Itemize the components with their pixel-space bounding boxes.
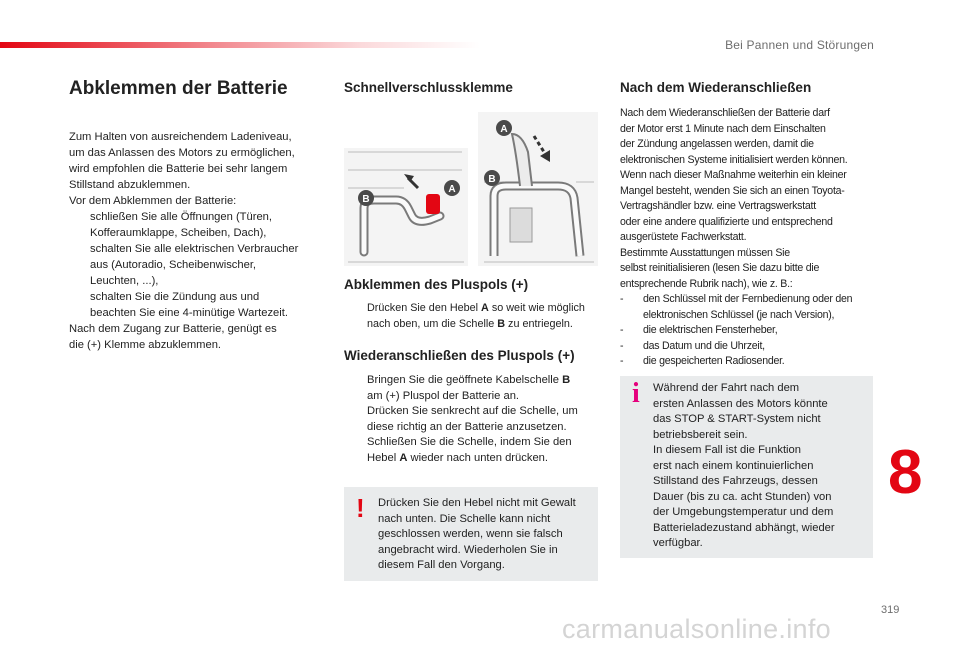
dash-marker: -: [620, 293, 624, 305]
intro-line: Zum Halten von ausreichendem Ladeniveau,: [69, 131, 292, 143]
info-line: Stillstand des Fahrzeugs, dessen: [653, 475, 818, 487]
warning-line: diesem Fall den Vorgang.: [378, 559, 505, 571]
info-text: [653, 381, 871, 552]
intro-line: Stillstand abzuklemmen.: [69, 179, 191, 191]
info-line: Während der Fahrt nach dem: [653, 382, 800, 394]
dash-marker: -: [620, 339, 624, 352]
after-reconnect-title: Nach dem Wiederanschließen: [620, 80, 812, 95]
section-title: Bei Pannen und Störungen: [725, 38, 874, 52]
info-icon: i: [632, 378, 640, 409]
reconnect-title: Wiederanschließen des Pluspols (+): [344, 348, 575, 363]
label-a: A: [448, 184, 456, 195]
body-line: ausgerüstete Fachwerkstatt.: [620, 231, 747, 243]
after-reconnect-text: [620, 106, 882, 370]
info-line: erst nach einem kontinuierlichen: [653, 459, 814, 472]
list-item: [620, 354, 882, 370]
list-item-line: [367, 301, 600, 317]
dash-marker: -: [620, 324, 624, 336]
info-line: Batterieladezustand abhängt, wieder: [653, 521, 835, 534]
info-note: [620, 376, 873, 558]
info-line: ersten Anlassen des Motors könnte: [653, 397, 828, 410]
list-item-line: elektronischen Schlüssel (je nach Version),: [643, 308, 835, 321]
intro-text: [69, 129, 325, 353]
reconnect-list: [344, 373, 600, 467]
battery-clamp-illustration: [344, 112, 598, 270]
info-line: der Umgebungstemperatur und dem: [653, 506, 834, 518]
body-line: Wenn nach dieser Maßnahme weiterhin ein kleiner: [620, 169, 847, 181]
list-item: [620, 339, 882, 355]
list-item-line: schließen Sie alle Öffnungen (Türen,: [90, 211, 273, 223]
list-item-line: Drücken Sie senkrecht auf die Schelle, um: [367, 405, 578, 418]
chapter-number: 8: [888, 438, 923, 507]
list-item-line: Schließen Sie die Schelle, indem Sie den: [367, 436, 572, 449]
watermark: carmanualsonline.info: [562, 614, 831, 644]
intro-line: Vor dem Abklemmen der Batterie:: [69, 195, 237, 207]
disconnect-title: Abklemmen des Pluspols (+): [344, 277, 529, 292]
list-item-line: Kofferaumklappe, Scheiben, Dach),: [90, 227, 267, 239]
text-run-bold: A: [399, 451, 408, 464]
text-run: wieder nach unten drücken.: [407, 451, 548, 464]
list-item: [620, 323, 882, 339]
label-b: B: [488, 174, 496, 185]
info-line: verfügbar.: [653, 537, 703, 549]
clamp-title: Schnellverschlussklemme: [344, 80, 513, 95]
text-run: nach oben, um die Schelle: [367, 317, 498, 330]
list-item-line: diese richtig an der Batterie anzusetzen.: [367, 420, 567, 433]
list-item-line: das Datum und die Uhrzeit,: [643, 339, 765, 352]
list-item-line: die elektrischen Fensterheber,: [643, 324, 778, 336]
list-item-line: beachten Sie eine 4-minütige Wartezeit.: [90, 307, 288, 319]
list-item-line: am (+) Pluspol der Batterie an.: [367, 389, 520, 402]
body-line: Mangel besteht, wenden Sie sich an einen Toyota-: [620, 184, 845, 197]
info-line: Dauer (bis zu ca. acht Stunden) von: [653, 490, 832, 503]
list-item: [344, 435, 600, 466]
header-accent-bar: [0, 42, 480, 48]
list-item-line: [367, 373, 600, 389]
list-item-line: den Schlüssel mit der Fernbedienung oder den: [643, 293, 853, 305]
info-line: betriebsbereit sein.: [653, 428, 748, 441]
clamp-closed-panel: [478, 112, 598, 266]
info-line: das STOP & START-System nicht: [653, 413, 821, 425]
outro-line: die (+) Klemme abzuklemmen.: [69, 339, 222, 351]
text-run: so weit wie möglich: [488, 302, 585, 314]
list-item: [344, 404, 600, 435]
warning-note: [344, 487, 598, 581]
body-line: Nach dem Wiederanschließen der Batterie darf: [620, 107, 830, 119]
page-number: 319: [881, 604, 900, 616]
list-item-line: [367, 317, 600, 333]
warning-line: angebracht wird. Wiederholen Sie in: [378, 543, 558, 556]
text-run: Bringen Sie die geöffnete Kabelschelle: [367, 374, 563, 386]
list-item: [69, 289, 325, 321]
text-run-bold: A: [481, 302, 489, 314]
list-item: [69, 241, 325, 289]
intro-line: um das Anlassen des Motors zu ermöglichen,: [69, 147, 295, 159]
warning-text: [378, 496, 596, 574]
text-run: Hebel: [367, 451, 400, 464]
label-b: B: [362, 194, 370, 205]
page-title: Abklemmen der Batterie: [69, 78, 288, 99]
list-item: [620, 292, 882, 323]
warning-line: Drücken Sie den Hebel nicht mit Gewalt: [378, 497, 576, 509]
list-item-line: Leuchten, ...),: [90, 275, 159, 287]
list-item-line: schalten Sie die Zündung aus und: [90, 291, 260, 303]
text-run-bold: B: [497, 317, 506, 330]
disconnect-list: [344, 301, 600, 332]
body-line: Bestimmte Ausstattungen müssen Sie: [620, 246, 790, 259]
text-run-bold: B: [562, 374, 571, 386]
warning-icon: !: [356, 493, 365, 523]
text-run: Drücken Sie den Hebel: [367, 302, 482, 314]
body-line: der Motor erst 1 Minute nach dem Einschalten: [620, 122, 826, 135]
clamp-open-panel: [344, 148, 468, 266]
info-line: In diesem Fall ist die Funktion: [653, 444, 801, 456]
outro-line: Nach dem Zugang zur Batterie, genügt es: [69, 323, 277, 335]
list-item: [344, 301, 600, 332]
body-line: elektronischen Systeme initialisiert werden können.: [620, 153, 848, 166]
list-item: [344, 373, 600, 404]
warning-line: nach unten. Die Schelle kann nicht: [378, 512, 551, 525]
warning-line: geschlossen werden, wenn sie falsch: [378, 528, 563, 540]
body-line: Vertragshändler bzw. eine Vertragswerkstatt: [620, 200, 816, 212]
label-a: A: [500, 124, 508, 135]
list-item-line: aus (Autoradio, Scheibenwischer,: [90, 259, 257, 271]
text-run: zu entriegeln.: [505, 317, 573, 330]
list-item-line: die gespeicherten Radiosender.: [643, 355, 785, 367]
intro-line: wird empfohlen die Batterie bei sehr langem: [69, 163, 288, 175]
list-item-line: schalten Sie alle elektrischen Verbraucher: [90, 243, 299, 255]
body-line: der Zündung angelassen werden, damit die: [620, 138, 814, 150]
list-item: [69, 209, 325, 241]
list-item-line: [367, 451, 600, 467]
body-line: selbst reinitialisieren (lesen Sie dazu bitte die: [620, 262, 820, 274]
body-line: oder eine andere qualifizierte und entsprechend: [620, 215, 833, 228]
dash-marker: -: [620, 355, 624, 367]
body-line: entsprechende Rubrik nach), wie z. B.:: [620, 277, 793, 290]
